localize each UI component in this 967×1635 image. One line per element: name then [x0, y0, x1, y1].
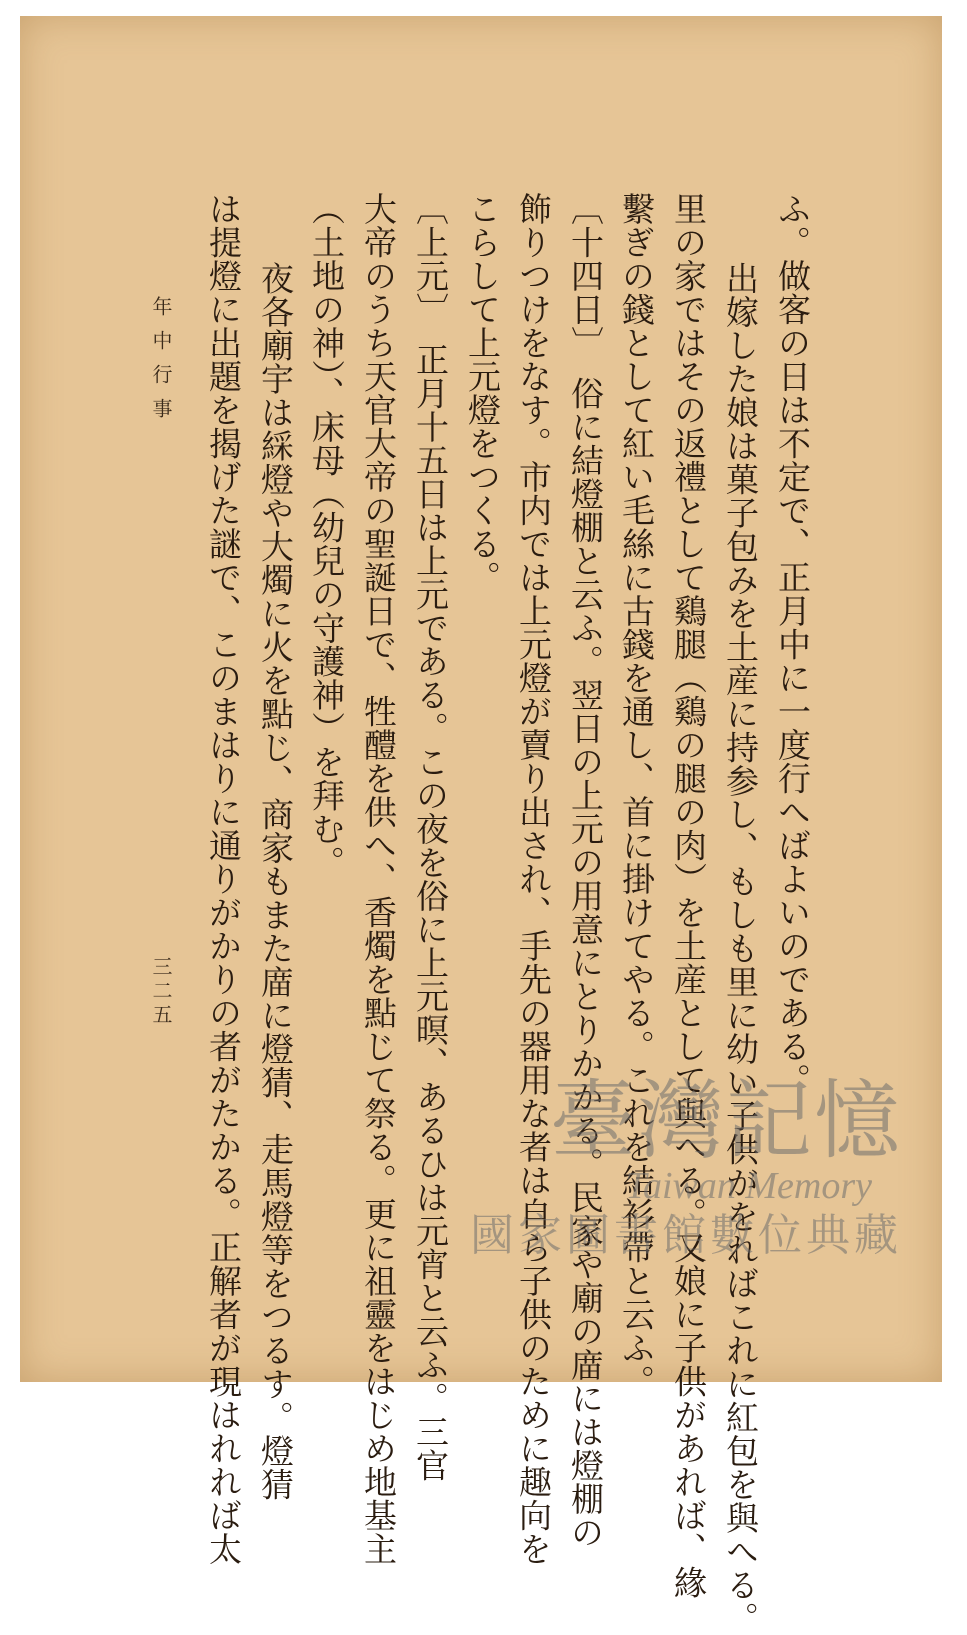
- text-column: ふ。做客の日は不定で、正月中に一度行へばよいのである。: [773, 192, 812, 1097]
- text-column: 大帝のうち天官大帝の聖誕日で、牲醴を供へ、香燭を點じて祭る。更に祖靈をはじめ地基主: [359, 192, 398, 1566]
- text-column: こらして上元燈をつくる。: [463, 192, 502, 594]
- text-column: 〔上元〕 正月十五日は上元である。この夜を俗に上元暝、あるひは元宵と云ふ。三官: [411, 192, 450, 1482]
- text-column: 飾りつけをなす。市内では上元燈が賣り出され、手先の器用な者は自ら子供のために趣向を: [514, 192, 553, 1566]
- text-column: （土地の神）、床母（幼兒の守護神）を拜む。: [307, 192, 346, 879]
- text-column: 出嫁した娘は菓子包みを土産に持参し、もしも里に幼い子供がをればこれに紅包を與へる。: [721, 228, 760, 1635]
- watermark: [442, 1071, 902, 1316]
- page-number: 三二五: [149, 956, 173, 1028]
- text-column: 繫ぎの錢として紅い毛絲に古錢を通し、首に掛けてやる。これを結衫帶と云ふ。: [617, 192, 656, 1398]
- watermark-logo: 臺灣記憶: [550, 1071, 902, 1171]
- text-column: 〔十四日〕 俗に結燈棚と云ふ。翌日の上元の用意にとりかかる。民家や廟の庿には燈棚の: [566, 192, 605, 1549]
- book-page: [20, 16, 942, 1635]
- text-column: 夜各廟宇は綵燈や大燭に火を點じ、商家もまた庿に燈猜、走馬燈等をつるす。燈猜: [256, 228, 295, 1501]
- running-header: 年中行事: [149, 296, 173, 432]
- watermark-chinese: 國家圖書館數位典藏: [470, 1210, 902, 1261]
- text-column: は提燈に出題を揭げた謎で、このまはりに通りがかりの者がたかる。正解者が現はれれば太: [204, 192, 243, 1566]
- text-column: 里の家ではその返禮として鷄腿（鷄の腿の肉）を土産として與へる。又娘に子供があれば、緣: [669, 192, 708, 1599]
- watermark-english: Taiwan Memory: [625, 1165, 872, 1207]
